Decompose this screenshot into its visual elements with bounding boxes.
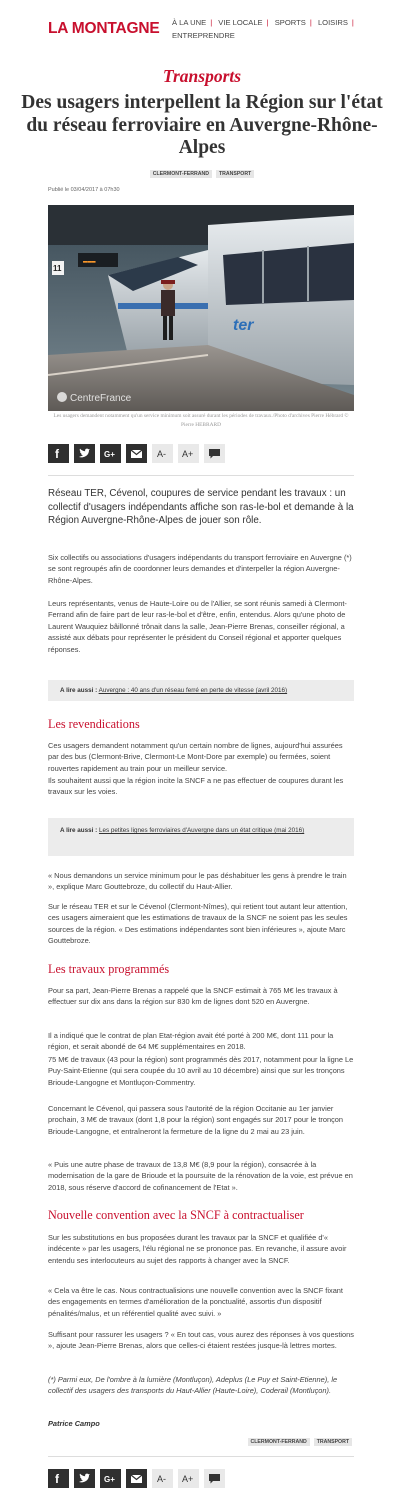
twitter-icon: [74, 1469, 95, 1488]
svg-text:f: f: [55, 1472, 59, 1486]
nav-separator: |: [210, 18, 213, 27]
paragraph: Concernant le Cévenol, qui passera sous l'autorité de la région Occitanie au 1er janvier prochain, 3 M€ de travaux (dont 1,8 pour la région) sont engagés sur 2017 pour le tronçon Brioude-Langogne, et entraîneront la fermeture de la ligne du 2 mai au 23 juin.: [48, 1104, 343, 1136]
article-author: Patrice Campo: [48, 1419, 100, 1428]
paragraph: 75 M€ de travaux (43 pour la région) sont programmés dès 2017, notamment pour la ligne Le Puy-Saint-Etienne (qui sera coupée du 10 avril au 10 décembre) ainsi que sur les tronçons Brioude-Langogne et Montluçon-Commentry.: [48, 1055, 354, 1087]
font-decrease-icon: [152, 1469, 173, 1488]
photo-caption: Les usagers demandent notamment qu'un service minimum soit assuré durant les périodes de travaux./Photo d'archives Pierre Hébrard © Pierre HEBRARD: [53, 413, 349, 428]
nav-separator: |: [351, 18, 354, 27]
main-nav: [172, 16, 372, 42]
read-also-box: [48, 818, 354, 856]
article-lead: Réseau TER, Cévenol, coupures de service pendant les travaux : un collectif d'usagers indépendants affiche son ras-le-bol et demande à la Région Auvergne-Rhône-Alpes de jouer son rôle.: [48, 488, 354, 526]
svg-text:ter: ter: [233, 317, 254, 334]
share-bar-top: [48, 444, 230, 463]
svg-text:f: f: [55, 447, 59, 461]
font-decrease-button[interactable]: [152, 1469, 173, 1488]
svg-text:A+: A+: [182, 1474, 194, 1484]
site-logo[interactable]: LA MONTAGNE: [48, 20, 160, 37]
read-also-link[interactable]: Auvergne : 40 ans d'un réseau ferré en perte de vitesse (avril 2016): [98, 687, 288, 694]
article-photo[interactable]: [48, 205, 354, 411]
paragraph: Sur les substitutions en bus proposées durant les travaux par la SNCF et qualifiée d'« indécente » par les usagers, l'élu régional ne se prononce pas. En revanche, il assure avoir entendu ses interlocuteurs au sujet des rapports à changer avec la SNCF.: [48, 1233, 347, 1265]
email-icon: [126, 444, 147, 463]
svg-text:11: 11: [53, 264, 62, 273]
google-plus-share-button[interactable]: [100, 1469, 121, 1488]
section-heading: Nouvelle convention avec la SNCF à contractualiser: [48, 1208, 304, 1222]
font-increase-button[interactable]: [178, 444, 199, 463]
google-plus-icon: [100, 444, 121, 463]
email-icon: [126, 1469, 147, 1488]
read-also-link[interactable]: Les petites lignes ferroviaires d'Auvergne dans un état critique (mai 2016): [98, 827, 305, 834]
google-plus-share-button[interactable]: [100, 444, 121, 463]
comment-icon: [204, 1469, 225, 1488]
google-plus-icon: [100, 1469, 121, 1488]
paragraph: Ces usagers demandent notamment qu'un certain nombre de lignes, aujourd'hui assurées par des bus (Clermont-Brive, Clermont-Le Mont-Dore par exemple) ou fermées, soient rouvertes rapidement au train pour un meilleur service.: [48, 741, 343, 773]
paragraph: Ils souhaitent aussi que la région incite la SNCF a ne pas effectuer de coupures durant les travaux sur les voies.: [48, 776, 344, 797]
facebook-icon: [48, 444, 69, 463]
tag-transport[interactable]: TRANSPORT: [216, 170, 254, 178]
font-decrease-icon: [152, 444, 173, 463]
svg-text:A-: A-: [157, 1474, 166, 1484]
email-share-button[interactable]: [126, 1469, 147, 1488]
section-heading: Les travaux programmés: [48, 962, 170, 976]
svg-text:A-: A-: [157, 449, 166, 459]
read-also-label: A lire aussi :: [60, 687, 98, 694]
paragraph: Leurs représentants, venus de Haute-Loire ou de l'Allier, se sont réunis samedi à Clermont-Ferrand afin de faire part de leur ras-le-bol et d'être, enfin, entendus. Alors qu'une photo de Laurent Wauquiez bâillonné trônait dans la salle, Jean-Pierre Brenas, conseiller régional, a assisté aux débats pour représenter le président du Conseil régional et apporter quelques réponses.: [48, 599, 347, 654]
paragraph: Six collectifs ou associations d'usagers indépendants du transport ferroviaire en Auvergne (*) se sont regroupés afin de coordonner leurs demandes et d'interpeller la région Auvergne-Rhône-Alpes.: [48, 553, 352, 585]
paragraph: Pour sa part, Jean-Pierre Brenas a rappelé que la SNCF estimait à 765 M€ les travaux à effectuer sur dix ans dans la région sur 830 km de lignes dont 520 en Auvergne.: [48, 986, 338, 1007]
paragraph: Il a indiqué que le contrat de plan Etat-région avait été porté à 200 M€, dont 111 pour la région, et serait abondé de 64 M€ supplémentaires en 2018.: [48, 1031, 334, 1052]
twitter-share-button[interactable]: [74, 1469, 95, 1488]
paragraph: Sur le réseau TER et sur le Cévenol (Clermont-Nîmes), qui retient tout autant leur attention, ces usagers aimeraient que les estimations de travaux de la SNCF ne soient pas les seules sources de la région. « Des estimations indépendantes sont bien inférieures », ajoute Marc Gouttebroze.: [48, 902, 348, 946]
share-bar-bottom: [48, 1469, 230, 1488]
svg-text:G+: G+: [104, 450, 115, 459]
paragraph: « Cela va être le cas. Nous contractualisions une nouvelle convention avec la SNCF fixant des engagements en termes d'amélioration de la ponctualité, assortis d'un dispositif pénalités/malus, et un référentiel qualité avec suivi. »: [48, 1286, 343, 1318]
svg-text:G+: G+: [104, 1475, 115, 1484]
nav-item-entreprendre[interactable]: ENTREPRENDRE: [172, 31, 235, 40]
divider: [48, 475, 354, 476]
tag-clermont-ferrand[interactable]: CLERMONT-FERRAND: [248, 1438, 310, 1446]
nav-item-sports[interactable]: SPORTS: [274, 18, 306, 27]
facebook-icon: [48, 1469, 69, 1488]
footnote: (*) Parmi eux, De l'ombre à la lumière (Montluçon), Adeplus (Le Puy et Saint-Etienne), le collectif des usagers des transports du Haut-Allier (Haute-Loire), Coderail (Montluçon).: [48, 1375, 338, 1396]
nav-item-loisirs[interactable]: LOISIRS: [317, 18, 348, 27]
read-also-label: A lire aussi :: [60, 827, 98, 834]
section-heading: Les revendications: [48, 717, 140, 731]
email-share-button[interactable]: [126, 444, 147, 463]
comment-button[interactable]: [204, 444, 225, 463]
comment-button[interactable]: [204, 1469, 225, 1488]
train-photo-illustration: [48, 205, 354, 411]
svg-text:A+: A+: [182, 449, 194, 459]
font-decrease-button[interactable]: [152, 444, 173, 463]
paragraph: « Nous demandons un service minimum pour le pas déshabituer les gens à prendre le train », explique Marc Gouttebroze, du collectif du Haut-Allier.: [48, 871, 347, 892]
svg-text:▬▬▬: ▬▬▬: [83, 258, 96, 266]
tag-clermont-ferrand[interactable]: CLERMONT-FERRAND: [150, 170, 212, 178]
nav-separator: |: [266, 18, 269, 27]
facebook-share-button[interactable]: [48, 444, 69, 463]
photo-watermark: CentreFrance: [70, 393, 132, 404]
article-rubric[interactable]: Transports: [162, 66, 242, 86]
paragraph: Suffisant pour rassurer les usagers ? « En tout cas, vous aurez des réponses à vos questions », ajoute Jean-Pierre Brenas, alors que celles-ci étaient restées jusque-là lettres mortes.: [48, 1330, 354, 1351]
nav-item-vie-locale[interactable]: VIE LOCALE: [218, 18, 263, 27]
font-increase-icon: [178, 444, 199, 463]
publication-date: Publié le 03/04/2017 à 07h30: [48, 187, 120, 193]
read-also-box: [48, 680, 354, 701]
comment-icon: [204, 444, 225, 463]
divider: [48, 1456, 354, 1457]
article-tags-bottom: [0, 1438, 354, 1446]
twitter-share-button[interactable]: [74, 444, 95, 463]
article-title: Des usagers interpellent la Région sur l'état du réseau ferroviaire en Auvergne-Rhône-Alpes: [21, 92, 383, 158]
facebook-share-button[interactable]: [48, 1469, 69, 1488]
nav-separator: |: [309, 18, 312, 27]
article-tags-top: [0, 170, 404, 178]
font-increase-button[interactable]: [178, 1469, 199, 1488]
tag-transport[interactable]: TRANSPORT: [314, 1438, 352, 1446]
paragraph: « Puis une autre phase de travaux de 13,8 M€ (8,9 pour la région), consacrée à la modernisation de la gare de Brioude et la poursuite de la rénovation de la voie, est prévue en 2018, sous réserve d'accord de cofinancement de l'Etat ».: [48, 1160, 353, 1192]
twitter-icon: [74, 444, 95, 463]
font-increase-icon: [178, 1469, 199, 1488]
nav-item-a-la-une[interactable]: À LA UNE: [172, 18, 207, 27]
